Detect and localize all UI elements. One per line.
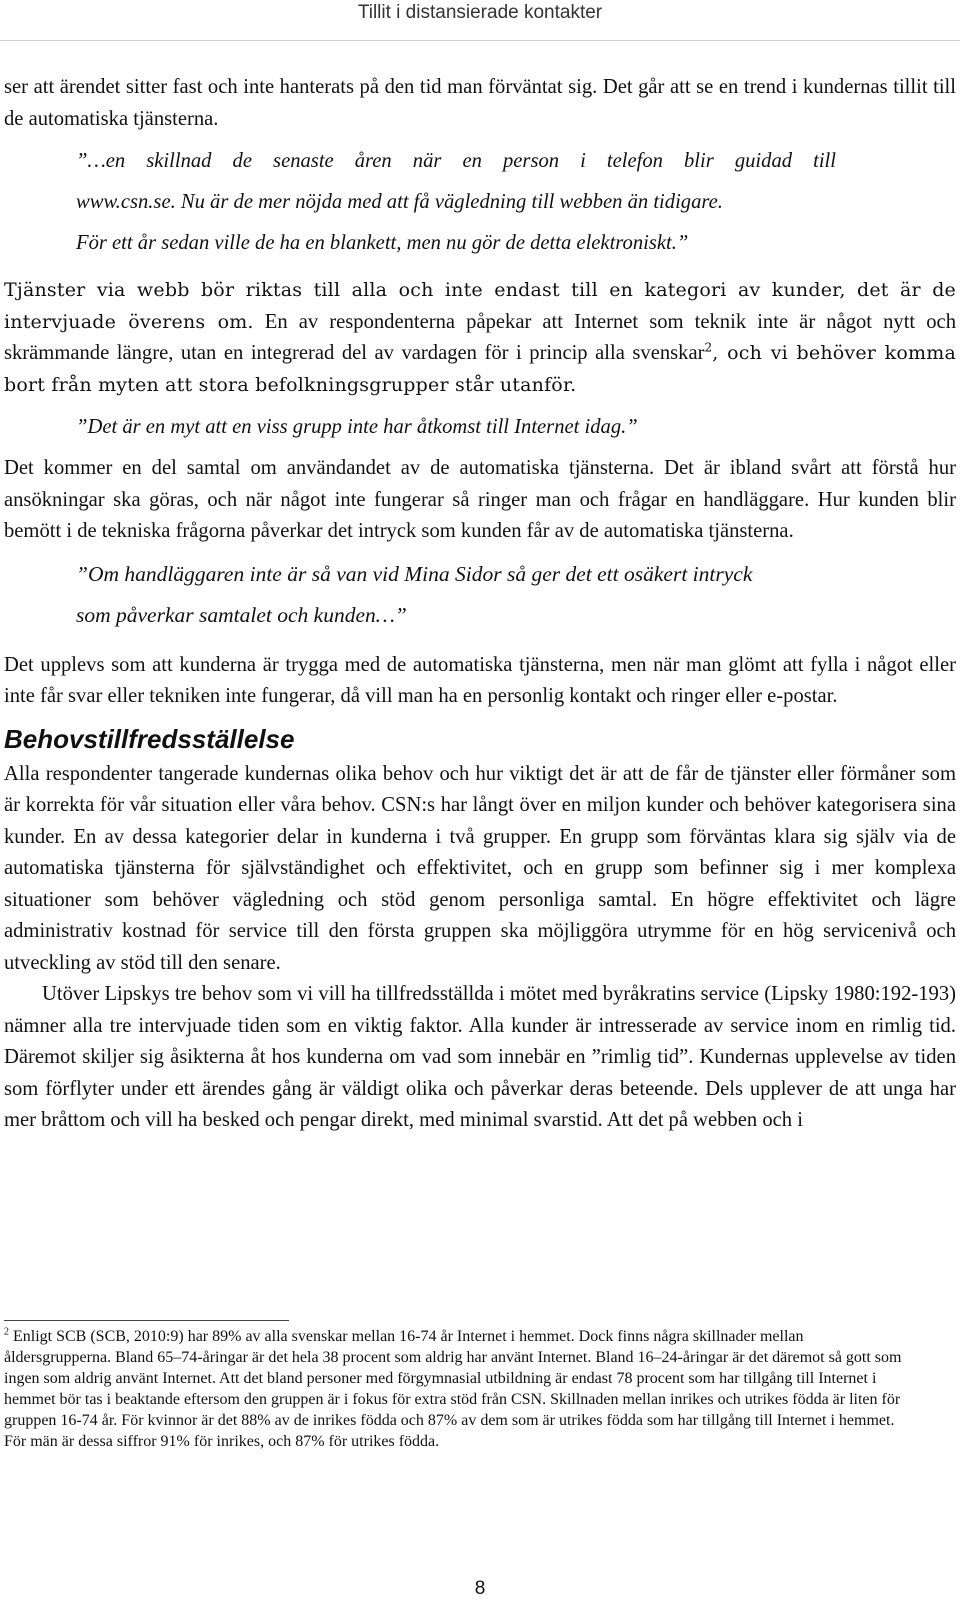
paragraph-1: ser att ärendet sitter fast och inte hanterats på den tid man förväntat sig. Det går att se en trend i kundernas tillit till de automatiska tjänsterna. — [4, 76, 956, 130]
block-quote-3 — [76, 554, 956, 636]
paragraph-6: Utöver Lipskys tre behov som vi vill ha tillfredsställda i mötet med byråkratins service (Lipsky 1980:192-193) nämner alla tre intervjuade tiden som en viktig faktor. Alla kunder är intresserade av service inom en rimlig tid. Däremot skiljer sig åsikterna åt hos kunderna om vad som innebär en ”rimlig tid”. Kundernas upplevelse av tiden som förflyter under ett ärendes gång är väldigt olika och påverkar deras beteende. Dels upplever de att unga har mer bråttom och vill ha besked och pengar direkt, med minimal svarstid. Att det på webben och i — [4, 983, 956, 1131]
quote-1-line-2: www.csn.se. Nu är de mer nöjda med att få vägledning till webben än tidigare. — [76, 191, 723, 213]
paragraph-4: Det upplevs som att kunderna är trygga med de automatiska tjänsterna, men när man glömt att fylla i något eller inte får svar eller tekniken inte fungerar, då vill man ha en personlig kontakt och ringer eller e-postar. — [4, 653, 956, 707]
footnote-marker: 2 — [4, 1326, 9, 1338]
page-body — [4, 72, 956, 1137]
quote-1-line-1: ”…en skillnad de senaste åren när en person i telefon blir guidad till — [76, 150, 836, 172]
footnote-text: Enligt SCB (SCB, 2010:9) har 89% av alla svenskar mellan 16-74 år Internet i hemmet. Dock finns några skillnader mellan åldersgrupperna. Bland 65–74-åringar är det hela 38 procent som aldrig har använt Internet. Bland 16–24-åringar är det däremot så gott som ingen som aldrig använt Internet. Att det bland personer med förgymnasial utbildning är endast 78 procent som har tillgång till Internet i hemmet bör tas i beaktande eftersom den gruppen är i fokus för extra stöd från CSN. Skillnaden mellan inrikes och utrikes födda är liten för gruppen 16-74 år. För kvinnor är det 88% av de inrikes födda och 87% av dem som är utrikes födda som har tillgång till Internet i hemmet. För män är dessa siffror 91% för inrikes, och 87% för utrikes födda. — [4, 1328, 902, 1450]
paragraph-2-part-2: En av respondenterna påpekar att Internet som teknik inte är något nytt och skrämmande längre, utan en integrerad del av vardagen för i princip alla svenskar — [4, 310, 956, 364]
footnote — [4, 1326, 904, 1452]
quote-3-line-2: som påverkar samtalet och kunden…” — [76, 602, 407, 627]
paragraph-2-part-1: Tjänster via webb bör riktas till alla och inte endast till en kategori av kunder, det är de intervjuade överens om. — [4, 279, 956, 333]
block-quote-2: ”Det är en myt att en viss grupp inte har åtkomst till Internet idag.” — [76, 416, 638, 438]
running-header: Tillit i distansierade kontakter — [357, 2, 603, 23]
paragraph-3: Det kommer en del samtal om användandet av de automatiska tjänsterna. Det är ibland svårt att förstå hur ansökningar ska göras, och när något inte fungerar så ringer man och frågar en handläggare. Hur kunden blir bemött i de tekniska frågorna påverkar det intryck som kunden får av de automatiska tjänsterna. — [4, 457, 956, 542]
footnote-reference[interactable]: 2 — [704, 340, 713, 355]
paragraph-5: Alla respondenter tangerade kundernas olika behov och hur viktigt det är att de får de tjänster eller förmåner som är korrekta för vår situation eller våra behov. CSN:s har långt över en miljon kunder och behöver kategorisera sina kunder. En av dessa kategorier delar in kunderna i två grupper. En grupp som förväntas klara sig själv via de automatiska tjänsterna för självständighet och effektivitet, och en grupp som befinner sig i mer komplexa situationer som behöver vägledning och stöd genom personliga samtal. En högre effektivitet och lägre administrativ kostnad för service till den första gruppen ska möjliggöra utrymme för en hög servicenivå och utveckling av stöd till den senare. — [4, 762, 956, 974]
header-divider — [0, 40, 960, 41]
page-number: 8 — [474, 1578, 486, 1599]
section-heading: Behovstillfredsställelse — [4, 723, 295, 754]
quote-1-line-3: För ett år sedan ville de ha en blankett, men nu gör de detta elektroniskt.” — [76, 232, 689, 254]
quote-3-line-1: ”Om handläggaren inte är så van vid Mina Sidor så ger det ett osäkert intryck — [76, 561, 753, 586]
block-quote-1 — [76, 141, 956, 264]
footnote-divider — [4, 1320, 289, 1321]
paragraph-2 — [4, 275, 956, 401]
paragraph-2-part-3: , och vi behöver komma bort från myten att stora befolkningsgrupper står utanför. — [4, 342, 956, 396]
